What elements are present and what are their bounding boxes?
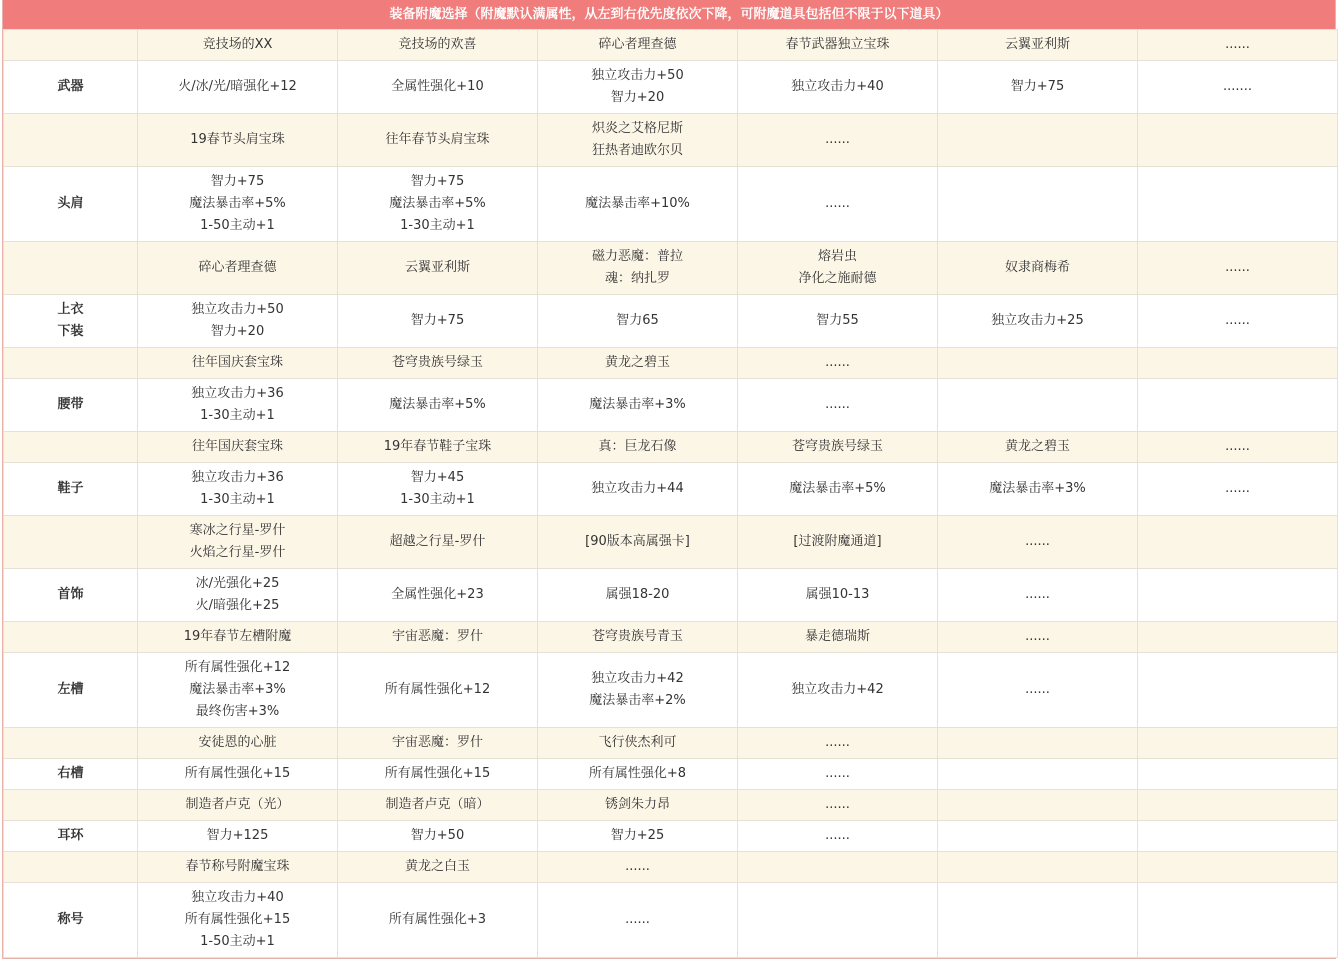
- enchant-item-name: 19年春节左槽附魔: [183, 629, 292, 644]
- enchant-item-cell: [338, 790, 538, 821]
- enchant-item-cell: [338, 516, 538, 569]
- enchant-item-cell: [138, 432, 338, 463]
- enchant-item-name: 炽炎之艾格尼斯: [591, 121, 683, 136]
- enchant-stat-cell: [738, 295, 938, 348]
- enchant-stat-cell: [138, 463, 338, 516]
- enchant-item-cell: [338, 852, 538, 883]
- enchant-item-name: 火焰之行星-罗什: [189, 545, 286, 560]
- enchant-item-name: 竞技场的欢喜: [398, 37, 477, 52]
- enchant-item-cell: [1138, 852, 1338, 883]
- category-cell: [4, 295, 138, 348]
- category-cell: [4, 821, 138, 852]
- enchant-stat-cell: [538, 167, 738, 242]
- enchant-stat-value: 所有属性强化+15: [184, 912, 291, 927]
- enchant-item-name: 黄龙之白玉: [404, 859, 470, 874]
- enchant-item-name: 往年春节头肩宝珠: [385, 132, 490, 147]
- enchant-item-name: ......: [825, 735, 850, 750]
- enchant-item-cell: [538, 622, 738, 653]
- enchant-stat-value: 智力+75: [210, 174, 265, 189]
- enchant-item-name: 碎心者理查德: [598, 37, 677, 52]
- category-cell: [4, 167, 138, 242]
- enchant-stat-cell: [538, 759, 738, 790]
- enchant-stat-value: 智力+45: [410, 470, 465, 485]
- enchant-stat-value: ......: [825, 397, 850, 412]
- enchant-stat-value: 魔法暴击率+5%: [189, 196, 286, 211]
- enchant-item-cell: [538, 516, 738, 569]
- enchant-item-cell: [1138, 242, 1338, 295]
- category-cell: [4, 622, 138, 653]
- enchant-stat-value: 1-50主动+1: [200, 934, 275, 949]
- enchant-stat-value: 魔法暴击率+3%: [589, 397, 686, 412]
- item-row: [4, 790, 1338, 821]
- enchant-item-name: 苍穹贵族号绿玉: [391, 355, 483, 370]
- enchant-item-cell: [538, 432, 738, 463]
- category-cell: [4, 728, 138, 759]
- stat-row: [4, 821, 1338, 852]
- enchant-stat-value: 智力+20: [610, 90, 665, 105]
- enchant-stat-value: 智力+20: [210, 324, 265, 339]
- enchant-stat-cell: [1138, 463, 1338, 516]
- enchant-item-name: 19春节头肩宝珠: [190, 132, 285, 147]
- enchant-item-name: 熔岩虫: [817, 249, 857, 264]
- category-label: 称号: [57, 912, 84, 927]
- enchant-stat-value: 智力+50: [410, 828, 465, 843]
- enchant-item-cell: [1138, 790, 1338, 821]
- enchant-stat-value: 独立攻击力+50: [591, 68, 684, 83]
- enchant-stat-cell: [138, 379, 338, 432]
- enchant-item-name: 竞技场的XX: [202, 37, 273, 52]
- enchant-item-cell: [138, 114, 338, 167]
- enchant-item-cell: [938, 622, 1138, 653]
- enchant-item-name: 苍穹贵族号青玉: [591, 629, 683, 644]
- enchant-stat-value: ......: [1225, 481, 1250, 496]
- enchant-item-name: 暴走德瑞斯: [804, 629, 870, 644]
- item-row: [4, 852, 1338, 883]
- enchant-stat-cell: [538, 379, 738, 432]
- enchant-item-cell: [338, 114, 538, 167]
- enchant-stat-value: 所有属性强化+15: [384, 766, 491, 781]
- enchant-item-cell: [738, 242, 938, 295]
- enchant-stat-value: 独立攻击力+42: [791, 682, 884, 697]
- enchant-item-cell: [538, 852, 738, 883]
- enchant-stat-value: 所有属性强化+12: [384, 682, 491, 697]
- enchant-stat-cell: [338, 167, 538, 242]
- enchant-stat-cell: [938, 569, 1138, 622]
- category-cell: [4, 379, 138, 432]
- enchant-item-name: 19年春节鞋子宝珠: [383, 439, 492, 454]
- enchant-stat-value: 魔法暴击率+5%: [389, 196, 486, 211]
- enchant-stat-cell: [938, 463, 1138, 516]
- enchant-item-name: 往年国庆套宝珠: [191, 439, 283, 454]
- enchant-item-cell: [738, 622, 938, 653]
- enchant-stat-cell: [138, 295, 338, 348]
- enchant-stat-cell: [138, 653, 338, 728]
- enchant-stat-value: 独立攻击力+25: [991, 313, 1084, 328]
- category-cell: [4, 790, 138, 821]
- enchant-item-cell: [938, 114, 1138, 167]
- enchant-item-name: ......: [825, 355, 850, 370]
- stat-row: [4, 379, 1338, 432]
- enchant-stat-value: 独立攻击力+44: [591, 481, 684, 496]
- category-cell: [4, 432, 138, 463]
- enchant-table: [3, 29, 1338, 958]
- enchant-item-name: 超越之行星-罗什: [389, 534, 486, 549]
- enchant-item-cell: [338, 622, 538, 653]
- enchant-item-cell: [1138, 622, 1338, 653]
- enchant-stat-cell: [338, 61, 538, 114]
- stat-row: [4, 569, 1338, 622]
- enchant-item-cell: [338, 432, 538, 463]
- enchant-stat-cell: [938, 821, 1138, 852]
- stat-row: [4, 61, 1338, 114]
- item-row: [4, 432, 1338, 463]
- enchant-stat-cell: [338, 759, 538, 790]
- enchant-item-name: 魂：纳扎罗: [604, 271, 670, 286]
- category-cell: [4, 852, 138, 883]
- enchant-stat-value: 独立攻击力+36: [191, 470, 284, 485]
- enchant-stat-value: 魔法暴击率+3%: [989, 481, 1086, 496]
- enchant-item-name: 净化之施耐德: [798, 271, 877, 286]
- category-label: 首饰: [57, 587, 84, 602]
- enchant-stat-cell: [538, 569, 738, 622]
- enchant-stat-value: 魔法暴击率+2%: [589, 693, 686, 708]
- enchant-stat-cell: [538, 883, 738, 958]
- enchant-stat-cell: [1138, 569, 1338, 622]
- category-cell: [4, 569, 138, 622]
- enchant-stat-value: ......: [825, 766, 850, 781]
- enchant-stat-cell: [938, 379, 1138, 432]
- enchant-item-name: ......: [1225, 439, 1250, 454]
- enchant-stat-cell: [1138, 61, 1338, 114]
- enchant-stat-value: 智力+75: [1010, 79, 1065, 94]
- enchant-stat-value: ......: [825, 196, 850, 211]
- enchant-stat-value: 魔法暴击率+3%: [189, 682, 286, 697]
- enchant-item-name: 狂热者迪欧尔贝: [591, 143, 683, 158]
- enchant-stat-cell: [138, 759, 338, 790]
- stat-row: [4, 653, 1338, 728]
- enchant-stat-value: 最终伤害+3%: [195, 704, 280, 719]
- item-row: [4, 348, 1338, 379]
- enchant-item-name: 宇宙恶魔：罗什: [391, 735, 483, 750]
- enchant-stat-value: 智力55: [816, 313, 859, 328]
- enchant-item-name: 春节称号附魔宝珠: [185, 859, 290, 874]
- category-cell: [4, 242, 138, 295]
- enchant-item-name: ......: [1225, 37, 1250, 52]
- enchant-item-name: 黄龙之碧玉: [1004, 439, 1070, 454]
- enchant-item-cell: [138, 728, 338, 759]
- category-label: 下装: [57, 324, 84, 339]
- enchant-stat-value: 冰/光强化+25: [195, 576, 280, 591]
- enchant-item-cell: [138, 242, 338, 295]
- enchant-item-name: ......: [825, 132, 850, 147]
- enchant-item-cell: [1138, 432, 1338, 463]
- enchant-stat-value: 火/暗强化+25: [195, 598, 280, 613]
- enchant-item-name: [90版本高属强卡]: [585, 534, 690, 549]
- category-cell: [4, 883, 138, 958]
- category-cell: [4, 759, 138, 790]
- enchant-stat-value: .......: [1223, 79, 1252, 94]
- enchant-stat-cell: [1138, 821, 1338, 852]
- enchant-stat-cell: [138, 883, 338, 958]
- enchant-stat-cell: [538, 295, 738, 348]
- enchant-stat-cell: [538, 821, 738, 852]
- category-cell: [4, 30, 138, 61]
- enchant-item-name: 春节武器独立宝珠: [785, 37, 890, 52]
- enchant-stat-value: 魔法暴击率+10%: [585, 196, 690, 211]
- enchant-stat-value: 属强10-13: [805, 587, 870, 602]
- enchant-item-name: 安徒恩的心脏: [198, 735, 277, 750]
- enchant-stat-cell: [338, 883, 538, 958]
- category-cell: [4, 463, 138, 516]
- enchant-stat-value: 属强18-20: [605, 587, 670, 602]
- enchant-stat-value: 全属性强化+23: [391, 587, 484, 602]
- enchant-stat-cell: [1138, 295, 1338, 348]
- item-row: [4, 30, 1338, 61]
- category-cell: [4, 516, 138, 569]
- enchant-item-name: ......: [1025, 534, 1050, 549]
- item-row: [4, 242, 1338, 295]
- enchant-stat-cell: [738, 61, 938, 114]
- enchant-stat-cell: [738, 463, 938, 516]
- enchant-item-name: 黄龙之碧玉: [604, 355, 670, 370]
- enchant-stat-value: 独立攻击力+36: [191, 386, 284, 401]
- enchant-item-cell: [538, 728, 738, 759]
- category-cell: [4, 114, 138, 167]
- enchant-item-cell: [938, 852, 1138, 883]
- enchant-stat-value: 智力+125: [206, 828, 269, 843]
- enchant-item-cell: [1138, 516, 1338, 569]
- enchant-stat-cell: [538, 61, 738, 114]
- enchant-stat-value: ......: [825, 828, 850, 843]
- enchant-item-cell: [938, 432, 1138, 463]
- category-cell: [4, 653, 138, 728]
- enchant-item-cell: [938, 348, 1138, 379]
- enchant-stat-value: 全属性强化+10: [391, 79, 484, 94]
- enchant-item-name: [过渡附魔通道]: [793, 534, 882, 549]
- enchant-item-name: 真：巨龙石像: [598, 439, 677, 454]
- enchant-stat-cell: [138, 821, 338, 852]
- table-body: [4, 30, 1338, 958]
- enchant-stat-value: 智力+75: [410, 174, 465, 189]
- enchant-item-cell: [138, 852, 338, 883]
- item-row: [4, 622, 1338, 653]
- stat-row: [4, 295, 1338, 348]
- enchant-item-cell: [1138, 30, 1338, 61]
- enchant-stat-cell: [938, 759, 1138, 790]
- enchant-item-name: ......: [625, 859, 650, 874]
- enchant-item-name: 苍穹贵族号绿玉: [791, 439, 883, 454]
- enchant-item-cell: [738, 348, 938, 379]
- enchant-item-cell: [938, 516, 1138, 569]
- enchant-stat-cell: [1138, 379, 1338, 432]
- category-label: 鞋子: [57, 481, 84, 496]
- enchant-stat-cell: [738, 379, 938, 432]
- enchant-stat-value: 1-30主动+1: [400, 218, 475, 233]
- enchant-item-name: 制造者卢克（暗）: [385, 797, 490, 812]
- enchant-stat-cell: [738, 759, 938, 790]
- category-label: 腰带: [57, 397, 84, 412]
- enchant-stat-cell: [738, 569, 938, 622]
- enchant-stat-value: 独立攻击力+40: [191, 890, 284, 905]
- enchant-stat-cell: [738, 821, 938, 852]
- enchant-item-name: 奴隶商梅希: [1004, 260, 1070, 275]
- enchant-stat-value: 魔法暴击率+5%: [789, 481, 886, 496]
- enchant-item-cell: [538, 790, 738, 821]
- stat-row: [4, 883, 1338, 958]
- table-title: 装备附魔选择（附魔默认满属性，从左到右优先度依次下降，可附魔道具包括但不限于以下道具）: [3, 0, 1335, 29]
- enchant-item-name: 云翼亚利斯: [1004, 37, 1070, 52]
- category-label: 上衣: [57, 302, 84, 317]
- enchant-item-cell: [1138, 114, 1338, 167]
- enchant-item-cell: [738, 432, 938, 463]
- enchant-stat-cell: [1138, 883, 1338, 958]
- enchant-stat-cell: [338, 821, 538, 852]
- enchant-stat-cell: [138, 569, 338, 622]
- enchant-item-name: 飞行侠杰利可: [598, 735, 677, 750]
- enchant-stat-cell: [938, 653, 1138, 728]
- enchant-item-cell: [738, 790, 938, 821]
- enchant-stat-value: ......: [1225, 313, 1250, 328]
- enchant-item-name: 制造者卢克（光）: [185, 797, 290, 812]
- category-label: 武器: [57, 79, 84, 94]
- enchant-item-cell: [338, 242, 538, 295]
- enchant-item-cell: [738, 114, 938, 167]
- enchant-stat-value: 独立攻击力+50: [191, 302, 284, 317]
- enchant-stat-cell: [938, 167, 1138, 242]
- enchant-stat-cell: [338, 569, 538, 622]
- enchant-item-name: 寒冰之行星-罗什: [189, 523, 286, 538]
- enchant-item-cell: [938, 790, 1138, 821]
- enchant-stat-cell: [938, 61, 1138, 114]
- enchant-stat-value: 1-50主动+1: [200, 218, 275, 233]
- category-label: 右槽: [57, 766, 84, 781]
- enchant-stat-cell: [138, 167, 338, 242]
- enchant-stat-cell: [738, 883, 938, 958]
- enchant-item-cell: [538, 348, 738, 379]
- category-label: 头肩: [57, 196, 84, 211]
- enchant-stat-value: ......: [1025, 587, 1050, 602]
- stat-row: [4, 463, 1338, 516]
- enchant-item-cell: [1138, 348, 1338, 379]
- enchant-stat-cell: [138, 61, 338, 114]
- enchant-stat-cell: [938, 295, 1138, 348]
- enchant-stat-cell: [338, 379, 538, 432]
- enchant-item-cell: [538, 242, 738, 295]
- enchant-item-cell: [738, 852, 938, 883]
- enchant-item-cell: [738, 728, 938, 759]
- category-label: 左槽: [57, 682, 84, 697]
- enchant-stat-cell: [338, 463, 538, 516]
- enchant-stat-value: 所有属性强化+12: [184, 660, 291, 675]
- enchant-stat-value: 所有属性强化+3: [388, 912, 487, 927]
- enchant-stat-value: 所有属性强化+8: [588, 766, 687, 781]
- enchant-item-cell: [938, 728, 1138, 759]
- enchant-stat-cell: [938, 883, 1138, 958]
- enchant-item-name: 锈剑朱力昂: [604, 797, 670, 812]
- enchant-stat-cell: [1138, 653, 1338, 728]
- enchant-stat-cell: [338, 653, 538, 728]
- enchant-stat-value: 1-30主动+1: [200, 492, 275, 507]
- enchant-item-cell: [538, 114, 738, 167]
- enchant-stat-value: 1-30主动+1: [400, 492, 475, 507]
- enchant-stat-value: 火/冰/光/暗强化+12: [178, 79, 297, 94]
- enchant-item-name: 碎心者理查德: [198, 260, 277, 275]
- category-cell: [4, 61, 138, 114]
- stat-row: [4, 167, 1338, 242]
- enchant-stat-value: 智力+25: [610, 828, 665, 843]
- enchant-stat-value: 智力+75: [410, 313, 465, 328]
- enchant-item-cell: [138, 790, 338, 821]
- enchant-stat-value: 独立攻击力+40: [791, 79, 884, 94]
- enchant-stat-cell: [538, 463, 738, 516]
- enchant-item-name: 云翼亚利斯: [404, 260, 470, 275]
- enchant-item-name: 宇宙恶魔：罗什: [391, 629, 483, 644]
- enchant-item-cell: [738, 30, 938, 61]
- enchant-stat-cell: [738, 653, 938, 728]
- enchant-item-cell: [338, 30, 538, 61]
- enchant-item-cell: [138, 516, 338, 569]
- enchant-item-cell: [538, 30, 738, 61]
- enchant-item-name: ......: [825, 797, 850, 812]
- item-row: [4, 114, 1338, 167]
- enchant-item-cell: [138, 622, 338, 653]
- enchant-item-name: 磁力恶魔：普拉: [591, 249, 683, 264]
- enchant-item-name: ......: [1225, 260, 1250, 275]
- enchant-stat-value: ......: [625, 912, 650, 927]
- enchant-item-cell: [938, 242, 1138, 295]
- enchant-stat-cell: [1138, 759, 1338, 790]
- enchant-guide: [2, 0, 1336, 959]
- enchant-stat-value: ......: [1025, 682, 1050, 697]
- enchant-item-name: ......: [1025, 629, 1050, 644]
- enchant-item-cell: [938, 30, 1138, 61]
- enchant-item-cell: [338, 348, 538, 379]
- enchant-stat-value: 1-30主动+1: [200, 408, 275, 423]
- category-cell: [4, 348, 138, 379]
- enchant-stat-value: 智力65: [616, 313, 659, 328]
- stat-row: [4, 759, 1338, 790]
- enchant-stat-cell: [338, 295, 538, 348]
- enchant-item-cell: [738, 516, 938, 569]
- enchant-stat-cell: [538, 653, 738, 728]
- enchant-item-cell: [338, 728, 538, 759]
- enchant-stat-cell: [1138, 167, 1338, 242]
- enchant-item-name: 往年国庆套宝珠: [191, 355, 283, 370]
- enchant-stat-value: 魔法暴击率+5%: [389, 397, 486, 412]
- enchant-stat-value: 独立攻击力+42: [591, 671, 684, 686]
- enchant-item-cell: [1138, 728, 1338, 759]
- item-row: [4, 516, 1338, 569]
- enchant-stat-cell: [738, 167, 938, 242]
- enchant-item-cell: [138, 348, 338, 379]
- enchant-stat-value: 所有属性强化+15: [184, 766, 291, 781]
- category-label: 耳环: [57, 828, 84, 843]
- enchant-item-cell: [138, 30, 338, 61]
- item-row: [4, 728, 1338, 759]
